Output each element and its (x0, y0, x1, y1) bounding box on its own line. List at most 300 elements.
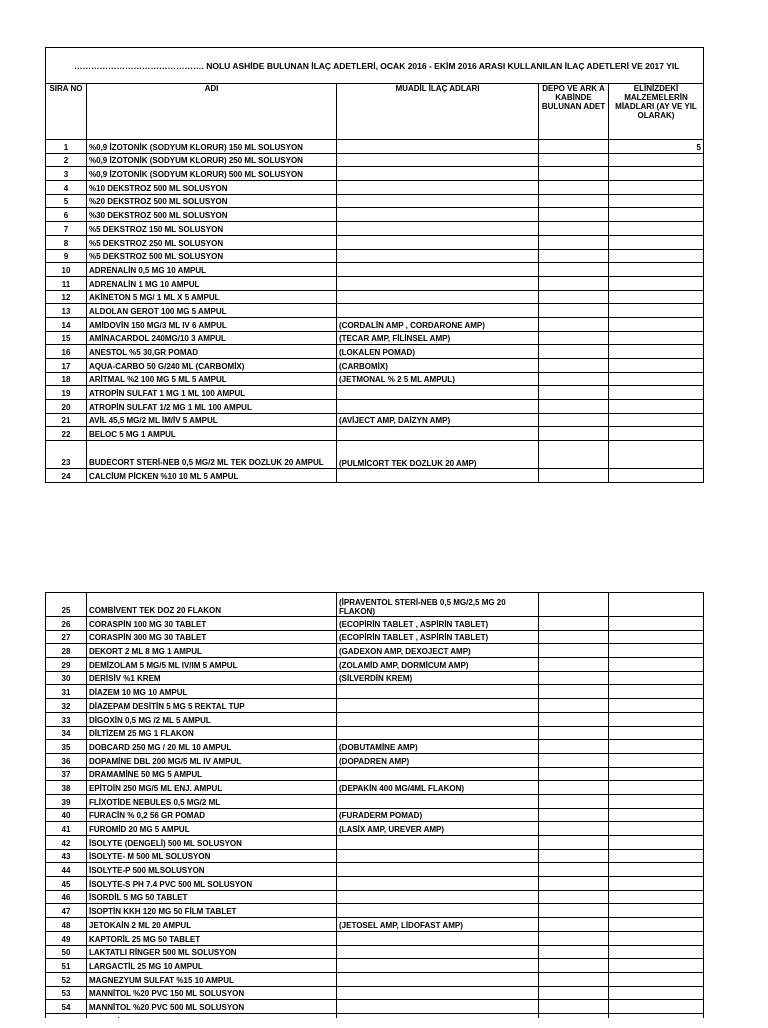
table-row (46, 400, 704, 414)
stock-quantity (539, 181, 609, 195)
equivalent-medicines: (CARBOMİX) (337, 359, 539, 373)
stock-quantity (539, 194, 609, 208)
expiry-info (609, 359, 704, 373)
medicine-name: DOBCARD 250 MG / 20 ML 10 AMPUL (87, 740, 337, 754)
medicine-name: %20 DEKSTROZ 500 ML SOLUSYON (87, 194, 337, 208)
header-muadil: MUADİL İLAÇ ADLARI (337, 84, 539, 140)
stock-quantity (539, 617, 609, 631)
expiry-info (609, 904, 704, 918)
equivalent-medicines (337, 194, 539, 208)
medicine-name: ANESTOL %5 30,GR POMAD (87, 345, 337, 359)
equivalent-medicines (337, 794, 539, 808)
expiry-info (609, 658, 704, 672)
stock-quantity (539, 427, 609, 441)
expiry-info (609, 617, 704, 631)
equivalent-medicines (337, 877, 539, 891)
expiry-info (609, 890, 704, 904)
header-sira-no: SIRA NO (46, 84, 87, 140)
equivalent-medicines (337, 400, 539, 414)
stock-quantity (539, 890, 609, 904)
row-number: 18 (46, 372, 87, 386)
expiry-info (609, 918, 704, 932)
table-row (46, 290, 704, 304)
expiry-info (609, 794, 704, 808)
expiry-info (609, 263, 704, 277)
medicine-name: ALDOLAN GEROT 100 MG 5 AMPUL (87, 304, 337, 318)
medicine-name: AMİDOVİN 150 MG/3 ML IV 6 AMPUL (87, 317, 337, 331)
expiry-info (609, 208, 704, 222)
table-row (46, 890, 704, 904)
expiry-info (609, 671, 704, 685)
medicine-name: İSOLYTE-P 500 MLSOLUSYON (87, 863, 337, 877)
stock-quantity (539, 359, 609, 373)
medicine-name: İSOLYTE- M 500 ML SOLUSYON (87, 849, 337, 863)
expiry-info (609, 849, 704, 863)
table-row (46, 222, 704, 236)
equivalent-medicines (337, 181, 539, 195)
equivalent-medicines (337, 767, 539, 781)
equivalent-medicines (337, 959, 539, 973)
stock-quantity (539, 863, 609, 877)
stock-quantity (539, 781, 609, 795)
equivalent-medicines: (SİLVERDİN KREM) (337, 671, 539, 685)
medicine-name: BELOC 5 MG 1 AMPUL (87, 427, 337, 441)
equivalent-medicines: (ECOPİRİN TABLET , ASPİRİN TABLET) (337, 617, 539, 631)
medicine-name: %0,9 İZOTONİK (SODYUM KLORUR) 500 ML SOLUSYON (87, 167, 337, 181)
stock-quantity (539, 918, 609, 932)
expiry-info (609, 222, 704, 236)
equivalent-medicines: (LOKALEN POMAD) (337, 345, 539, 359)
stock-quantity (539, 208, 609, 222)
row-number: 13 (46, 304, 87, 318)
stock-quantity (539, 317, 609, 331)
stock-quantity (539, 712, 609, 726)
medicine-name: İSOPTİN KKH 120 MG 50 FİLM TABLET (87, 904, 337, 918)
table-row (46, 249, 704, 263)
table-row (46, 767, 704, 781)
table-row (46, 263, 704, 277)
row-number: 49 (46, 931, 87, 945)
table-row (46, 685, 704, 699)
equivalent-medicines (337, 469, 539, 483)
expiry-info (609, 699, 704, 713)
stock-quantity (539, 263, 609, 277)
medicine-name: %10 DEKSTROZ 500 ML SOLUSYON (87, 181, 337, 195)
stock-quantity (539, 740, 609, 754)
expiry-info (609, 469, 704, 483)
expiry-info (609, 441, 704, 469)
table-row (46, 630, 704, 644)
medicine-name: ADRENALİN 1 MG 10 AMPUL (87, 276, 337, 290)
expiry-info (609, 194, 704, 208)
expiry-info (609, 249, 704, 263)
equivalent-medicines (337, 931, 539, 945)
equivalent-medicines (337, 726, 539, 740)
expiry-info (609, 235, 704, 249)
equivalent-medicines (337, 167, 539, 181)
medicine-name: İSORDİL 5 MG 50 TABLET (87, 890, 337, 904)
table-row (46, 372, 704, 386)
row-number: 22 (46, 427, 87, 441)
table-row (46, 808, 704, 822)
expiry-info (609, 331, 704, 345)
table-row (46, 699, 704, 713)
expiry-info (609, 767, 704, 781)
row-number: 17 (46, 359, 87, 373)
expiry-info (609, 986, 704, 1000)
table-row (46, 181, 704, 195)
row-number: 38 (46, 781, 87, 795)
row-number: 46 (46, 890, 87, 904)
medicine-name: DİLTİZEM 25 MG 1 FLAKON (87, 726, 337, 740)
medicine-name: CORASPİN 100 MG 30 TABLET (87, 617, 337, 631)
stock-quantity (539, 441, 609, 469)
document-title: ………………………………………. NOLU ASHİDE BULUNAN İLAÇ ADETLERİ, OCAK 2016 - EKİM 2016 ARASI KULLANILAN İLAÇ ADETLERİ VE 2017 YIL (46, 48, 704, 84)
row-number: 51 (46, 959, 87, 973)
row-number: 8 (46, 235, 87, 249)
equivalent-medicines (337, 904, 539, 918)
medicine-name: DİGOXİN 0,5 MG /2 ML 5 AMPUL (87, 712, 337, 726)
table-row (46, 753, 704, 767)
table-row (46, 836, 704, 850)
expiry-info (609, 740, 704, 754)
medicine-name: %5 DEKSTROZ 500 ML SOLUSYON (87, 249, 337, 263)
medicine-name: %0,9 İZOTONİK (SODYUM KLORUR) 150 ML SOLUSYON (87, 140, 337, 154)
table-row (46, 304, 704, 318)
equivalent-medicines (337, 699, 539, 713)
expiry-info (609, 836, 704, 850)
row-number: 11 (46, 276, 87, 290)
row-number: 29 (46, 658, 87, 672)
equivalent-medicines (337, 263, 539, 277)
row-number: 43 (46, 849, 87, 863)
row-number: 7 (46, 222, 87, 236)
row-number: 41 (46, 822, 87, 836)
row-number: 40 (46, 808, 87, 822)
stock-quantity (539, 372, 609, 386)
expiry-info (609, 959, 704, 973)
row-number: 27 (46, 630, 87, 644)
stock-quantity (539, 767, 609, 781)
medicine-name: FUROMİD 20 MG 5 AMPUL (87, 822, 337, 836)
expiry-info (609, 877, 704, 891)
stock-quantity (539, 658, 609, 672)
stock-quantity (539, 931, 609, 945)
expiry-info (609, 153, 704, 167)
table-row (46, 441, 704, 469)
table-row (46, 822, 704, 836)
medicine-name: ATROPİN SULFAT 1 MG 1 ML 100 AMPUL (87, 386, 337, 400)
row-number: 39 (46, 794, 87, 808)
expiry-info (609, 167, 704, 181)
medicine-table-1 (45, 47, 704, 483)
table-row (46, 194, 704, 208)
table-row (46, 469, 704, 483)
equivalent-medicines (337, 972, 539, 986)
stock-quantity (539, 877, 609, 891)
stock-quantity (539, 331, 609, 345)
expiry-info (609, 753, 704, 767)
row-number: 1 (46, 140, 87, 154)
table-row (46, 918, 704, 932)
table-row (46, 658, 704, 672)
stock-quantity (539, 753, 609, 767)
row-number: 24 (46, 469, 87, 483)
equivalent-medicines (337, 249, 539, 263)
medicine-name: AMİNACARDOL 240MG/10 3 AMPUL (87, 331, 337, 345)
table-row (46, 427, 704, 441)
medicine-name: LAKTATLI RİNGER 500 ML SOLUSYON (87, 945, 337, 959)
stock-quantity (539, 644, 609, 658)
equivalent-medicines (337, 863, 539, 877)
stock-quantity (539, 469, 609, 483)
medicine-name: %0,9 İZOTONİK (SODYUM KLORUR) 250 ML SOLUSYON (87, 153, 337, 167)
expiry-info (609, 345, 704, 359)
table-row (46, 331, 704, 345)
row-number: 20 (46, 400, 87, 414)
row-number: 50 (46, 945, 87, 959)
expiry-info (609, 1000, 704, 1014)
medicine-name: DOPAMİNE DBL 200 MG/5 ML IV AMPUL (87, 753, 337, 767)
expiry-info (609, 644, 704, 658)
table-row (46, 904, 704, 918)
equivalent-medicines (337, 685, 539, 699)
table-row (46, 153, 704, 167)
expiry-info (609, 630, 704, 644)
expiry-info (609, 931, 704, 945)
equivalent-medicines (337, 427, 539, 441)
expiry-info (609, 712, 704, 726)
equivalent-medicines: (FURADERM POMAD) (337, 808, 539, 822)
equivalent-medicines (337, 153, 539, 167)
stock-quantity (539, 235, 609, 249)
stock-quantity (539, 290, 609, 304)
stock-quantity (539, 222, 609, 236)
row-number: 37 (46, 767, 87, 781)
medicine-name: BUDECORT STERİ-NEB 0,5 MG/2 ML TEK DOZLUK 20 AMPUL (87, 441, 337, 469)
equivalent-medicines: (CORDALİN AMP , CORDARONE AMP) (337, 317, 539, 331)
equivalent-medicines: (DOBUTAMİNE AMP) (337, 740, 539, 754)
stock-quantity (539, 630, 609, 644)
stock-quantity (539, 699, 609, 713)
row-number: 19 (46, 386, 87, 400)
medicine-name: MANNİTOL %20 PVC 500 ML SOLUSYON (87, 1000, 337, 1014)
medicine-name: DEMİZOLAM 5 MG/5 ML IV/IM 5 AMPUL (87, 658, 337, 672)
stock-quantity (539, 167, 609, 181)
row-number: 48 (46, 918, 87, 932)
stock-quantity (539, 986, 609, 1000)
expiry-info (609, 685, 704, 699)
stock-quantity (539, 904, 609, 918)
row-number: 32 (46, 699, 87, 713)
table-row (46, 945, 704, 959)
equivalent-medicines: (İPRAVENTOL STERİ-NEB 0,5 MG/2,5 MG 20 FLAKON) (337, 593, 539, 617)
table-row (46, 877, 704, 891)
table-row (46, 276, 704, 290)
equivalent-medicines (337, 712, 539, 726)
stock-quantity (539, 671, 609, 685)
equivalent-medicines (337, 290, 539, 304)
table-row (46, 671, 704, 685)
row-number: 33 (46, 712, 87, 726)
table-row (46, 712, 704, 726)
expiry-info (609, 290, 704, 304)
stock-quantity (539, 400, 609, 414)
equivalent-medicines: (JETOSEL AMP, LİDOFAST AMP) (337, 918, 539, 932)
stock-quantity (539, 276, 609, 290)
row-number: 47 (46, 904, 87, 918)
medicine-name: LARGACTİL 25 MG 10 AMPUL (87, 959, 337, 973)
row-number: 25 (46, 593, 87, 617)
stock-quantity (539, 593, 609, 617)
row-number: 4 (46, 181, 87, 195)
table-row (46, 140, 704, 154)
equivalent-medicines (337, 986, 539, 1000)
stock-quantity (539, 849, 609, 863)
row-number: 2 (46, 153, 87, 167)
table-row (46, 959, 704, 973)
row-number: 53 (46, 986, 87, 1000)
stock-quantity (539, 685, 609, 699)
medicine-name: İSOLYTE (DENGELİ) 500 ML SOLUSYON (87, 836, 337, 850)
table-row (46, 235, 704, 249)
row-number: 26 (46, 617, 87, 631)
medicine-name: MANNİTOL %20 PVC 150 ML SOLUSYON (87, 986, 337, 1000)
stock-quantity (539, 1000, 609, 1014)
medicine-name: AKİNETON 5 MG/ 1 ML X 5 AMPUL (87, 290, 337, 304)
table-row (46, 208, 704, 222)
table-row (46, 644, 704, 658)
medicine-name: DERİSİV %1 KREM (87, 671, 337, 685)
expiry-info (609, 181, 704, 195)
expiry-info (609, 863, 704, 877)
table-row (46, 359, 704, 373)
equivalent-medicines (337, 304, 539, 318)
expiry-info (609, 822, 704, 836)
row-number: 5 (46, 194, 87, 208)
table-row (46, 617, 704, 631)
medicine-name: AVİL 45,5 MG/2 ML İM/İV 5 AMPUL (87, 413, 337, 427)
header-miadlari: ELİNİZDEKİ MALZEMELERİN MİADLARI (AY VE YIL OLARAK) (609, 84, 704, 140)
table-row (46, 386, 704, 400)
medicine-name: MAGNEZYUM SULFAT %15 10 AMPUL (87, 972, 337, 986)
stock-quantity (539, 153, 609, 167)
stock-quantity (539, 794, 609, 808)
equivalent-medicines (337, 945, 539, 959)
stock-quantity (539, 304, 609, 318)
equivalent-medicines (337, 276, 539, 290)
table-row (46, 726, 704, 740)
expiry-info: 5 (609, 140, 704, 154)
equivalent-medicines (337, 849, 539, 863)
medicine-name: CORASPİN 300 MG 30 TABLET (87, 630, 337, 644)
row-number: 15 (46, 331, 87, 345)
expiry-info (609, 400, 704, 414)
medicine-name: İSOLYTE-S PH 7.4 PVC 500 ML SOLUSYON (87, 877, 337, 891)
medicine-name: DEKORT 2 ML 8 MG 1 AMPUL (87, 644, 337, 658)
expiry-info (609, 726, 704, 740)
table-row (46, 972, 704, 986)
equivalent-medicines (337, 890, 539, 904)
header-depo: DEPO VE ARK A KABİNDE BULUNAN ADET (539, 84, 609, 140)
medicine-name: FLİXOTİDE NEBULES 0,5 MG/2 ML (87, 794, 337, 808)
equivalent-medicines (337, 836, 539, 850)
expiry-info (609, 427, 704, 441)
expiry-info (609, 593, 704, 617)
table-row (46, 167, 704, 181)
stock-quantity (539, 249, 609, 263)
table-row (46, 317, 704, 331)
table-row (46, 1000, 704, 1014)
stock-quantity (539, 972, 609, 986)
medicine-name: %5 DEKSTROZ 150 ML SOLUSYON (87, 222, 337, 236)
equivalent-medicines: (ECOPİRİN TABLET , ASPİRİN TABLET) (337, 630, 539, 644)
medicine-name: COMBİVENT TEK DOZ 20 FLAKON (87, 593, 337, 617)
table-row (46, 794, 704, 808)
expiry-info (609, 276, 704, 290)
equivalent-medicines: (AVİJECT AMP, DAİZYN AMP) (337, 413, 539, 427)
equivalent-medicines (337, 208, 539, 222)
equivalent-medicines: (TECAR AMP, FİLİNSEL AMP) (337, 331, 539, 345)
table-row (46, 863, 704, 877)
equivalent-medicines: (JETMONAL % 2 5 ML AMPUL) (337, 372, 539, 386)
medicine-name: FURACİN % 0,2 56 GR POMAD (87, 808, 337, 822)
stock-quantity (539, 808, 609, 822)
row-number: 23 (46, 441, 87, 469)
row-number: 34 (46, 726, 87, 740)
equivalent-medicines: (DOPADREN AMP) (337, 753, 539, 767)
medicine-name: EPİTOİN 250 MG/5 ML ENJ. AMPUL (87, 781, 337, 795)
equivalent-medicines: (DEPAKİN 400 MG/4ML FLAKON) (337, 781, 539, 795)
medicine-name: DİAZEPAM DESİTİN 5 MG 5 REKTAL TUP (87, 699, 337, 713)
stock-quantity (539, 345, 609, 359)
row-number: 45 (46, 877, 87, 891)
expiry-info (609, 945, 704, 959)
row-number: 42 (46, 836, 87, 850)
medicine-name: AQUA-CARBO 50 G/240 ML (CARBOMİX) (87, 359, 337, 373)
table-row (46, 931, 704, 945)
equivalent-medicines (337, 222, 539, 236)
equivalent-medicines: (PULMİCORT TEK DOZLUK 20 AMP) (337, 441, 539, 469)
table-row (46, 781, 704, 795)
expiry-info (609, 808, 704, 822)
table-row (46, 593, 704, 617)
medicine-name: ATROPİN SULFAT 1/2 MG 1 ML 100 AMPUL (87, 400, 337, 414)
table-row (46, 986, 704, 1000)
row-number: 44 (46, 863, 87, 877)
row-number: 6 (46, 208, 87, 222)
stock-quantity (539, 386, 609, 400)
row-number: 3 (46, 167, 87, 181)
equivalent-medicines (337, 235, 539, 249)
table-row (46, 345, 704, 359)
medicine-name: CALCİUM PİCKEN %10 10 ML 5 AMPUL (87, 469, 337, 483)
row-number: 31 (46, 685, 87, 699)
equivalent-medicines: (GADEXON AMP, DEXOJECT AMP) (337, 644, 539, 658)
expiry-info (609, 781, 704, 795)
row-number: 54 (46, 1000, 87, 1014)
medicine-table-2 (45, 592, 704, 1028)
medicine-name: DRAMAMİNE 50 MG 5 AMPUL (87, 767, 337, 781)
row-number: 28 (46, 644, 87, 658)
medicine-name: DİAZEM 10 MG 10 AMPUL (87, 685, 337, 699)
equivalent-medicines: (ZOLAMİD AMP, DORMİCUM AMP) (337, 658, 539, 672)
medicine-name: ADRENALİN 0,5 MG 10 AMPUL (87, 263, 337, 277)
expiry-info (609, 304, 704, 318)
row-number: 21 (46, 413, 87, 427)
row-number: 35 (46, 740, 87, 754)
header-adi: ADI (87, 84, 337, 140)
